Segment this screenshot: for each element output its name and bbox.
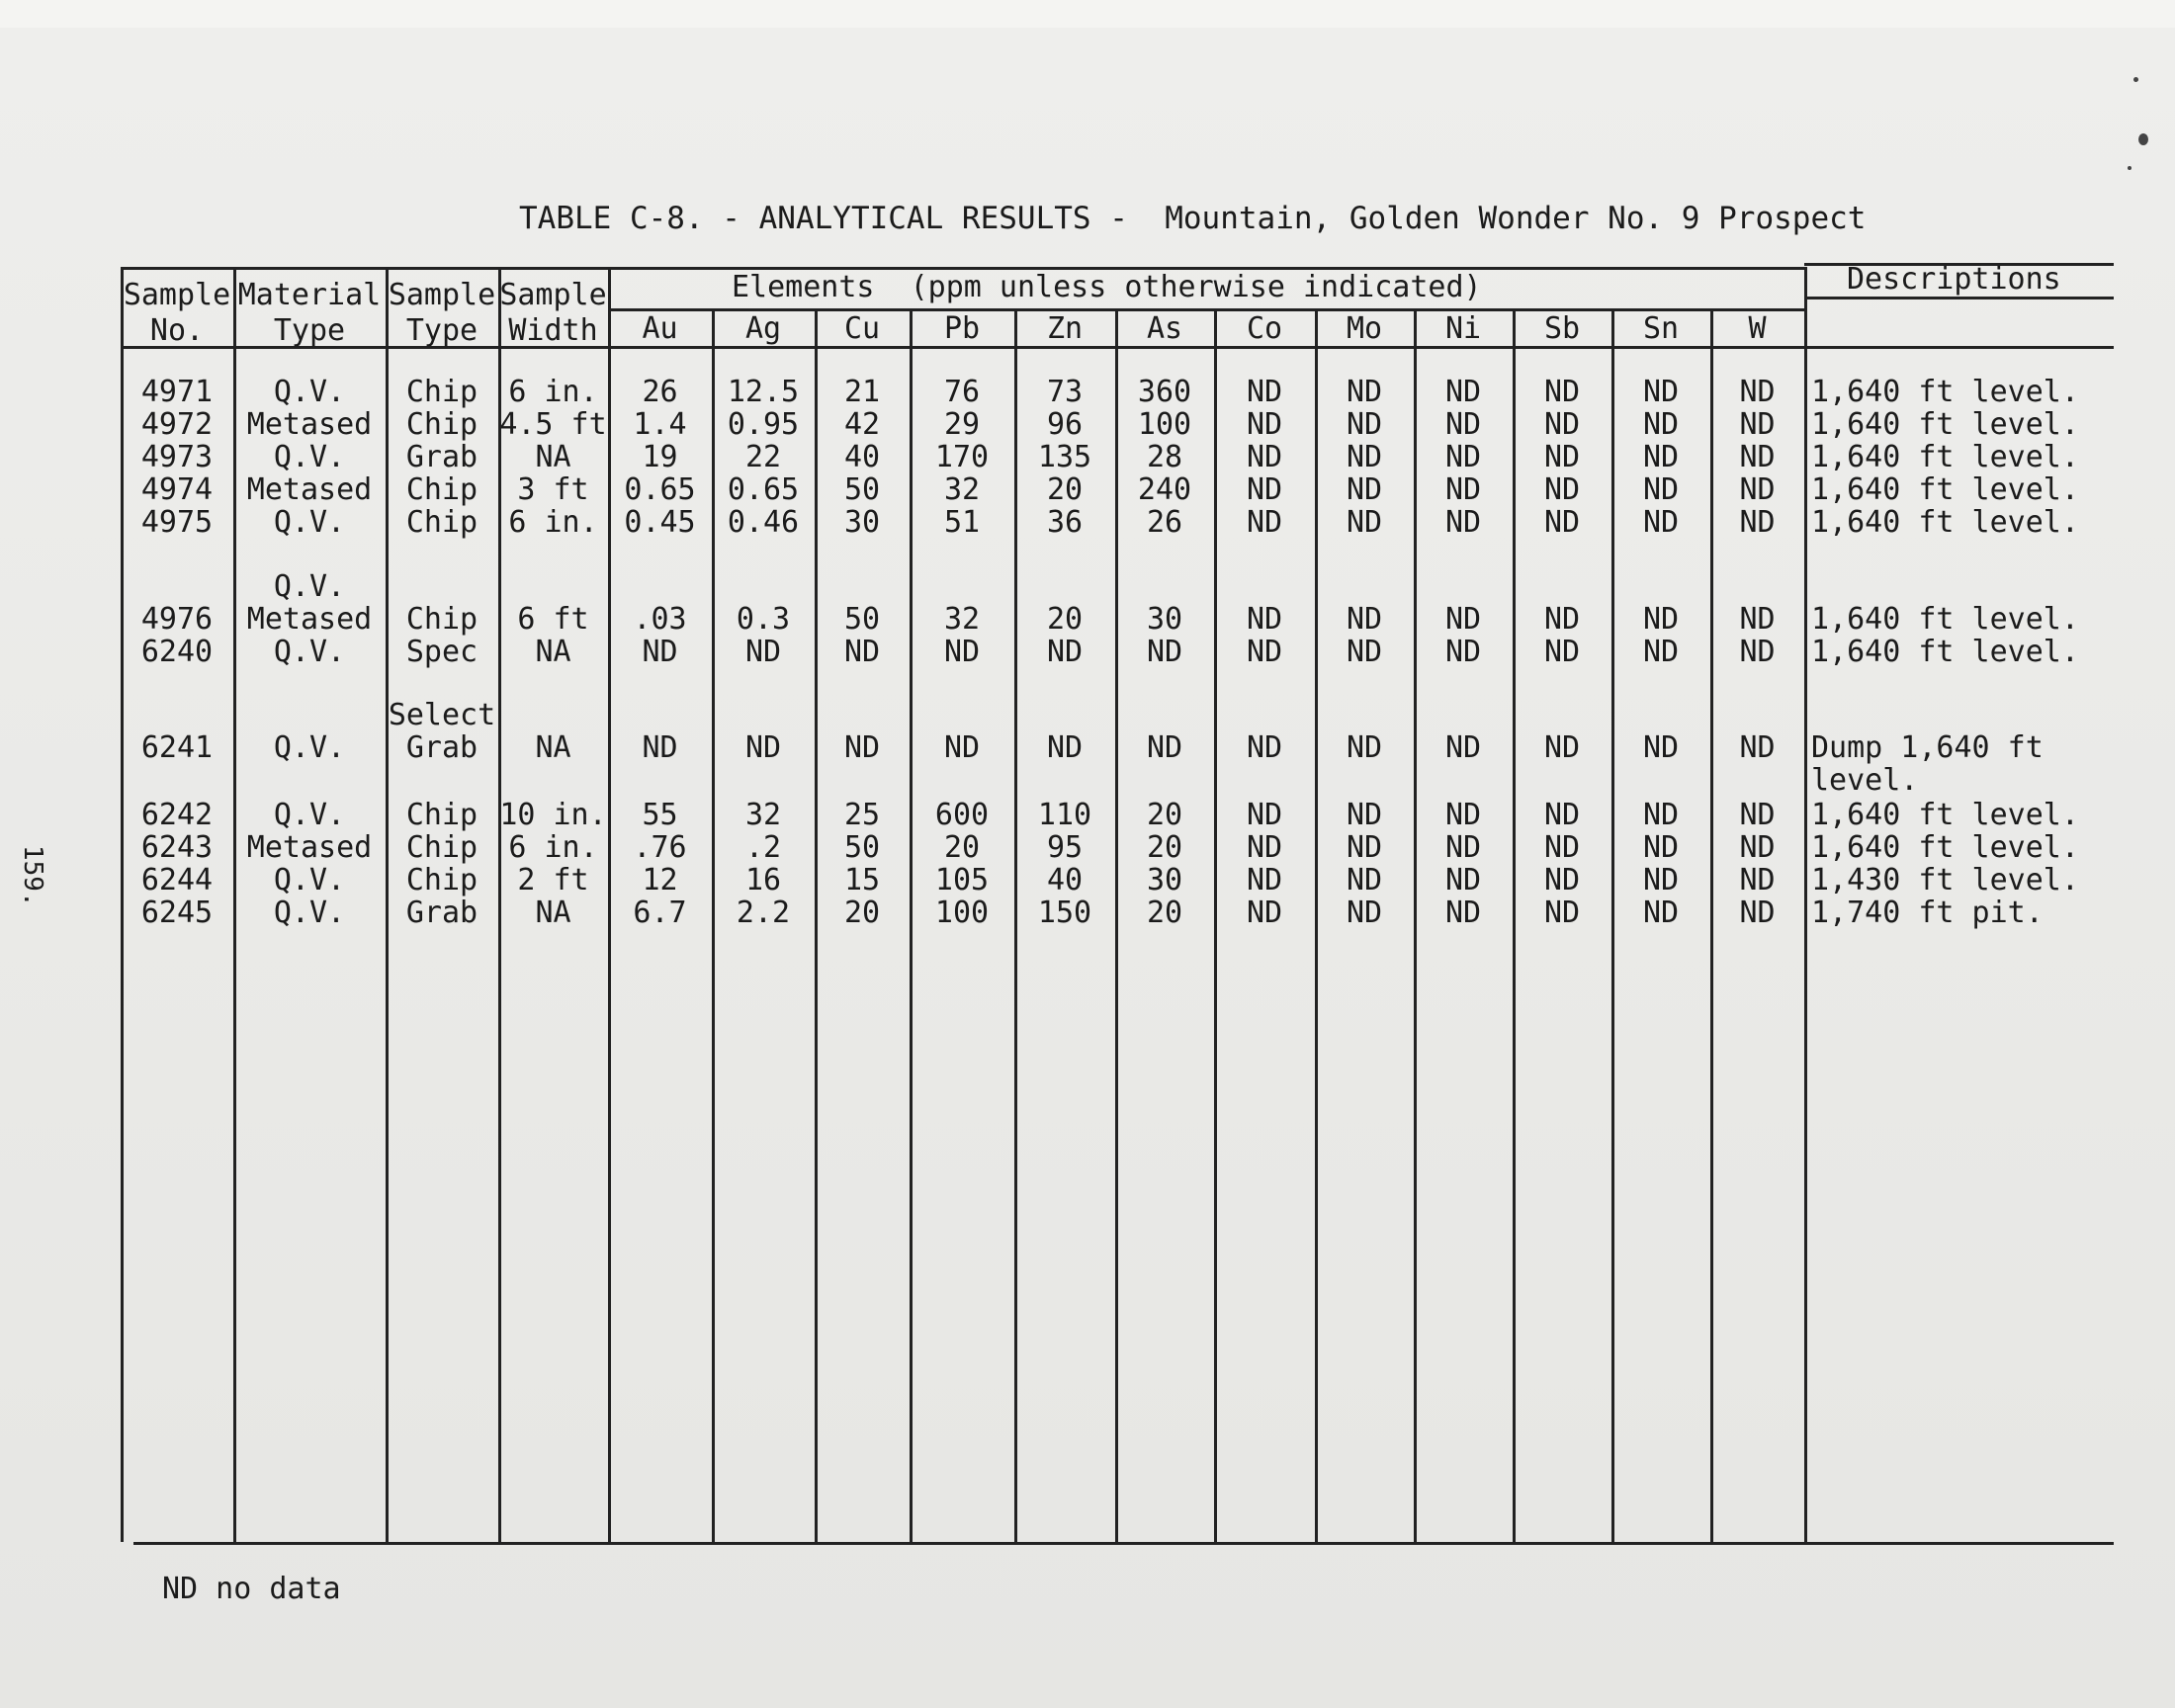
element-value-pb: 76 bbox=[943, 375, 981, 409]
element-value-w: ND bbox=[1739, 505, 1776, 540]
header-material-type: Material bbox=[237, 278, 382, 312]
element-value-sb: ND bbox=[1543, 863, 1581, 897]
material-type: Metased bbox=[246, 407, 373, 442]
elements-caption-rule bbox=[608, 308, 1804, 311]
sample-no: 4975 bbox=[140, 505, 214, 540]
element-value-au: 19 bbox=[642, 440, 678, 474]
element-value-ni: ND bbox=[1444, 863, 1482, 897]
description: 1,740 ft pit. bbox=[1811, 896, 2044, 930]
element-value-ni: ND bbox=[1444, 440, 1482, 474]
header-sample-type: Sample bbox=[388, 278, 496, 312]
element-value-au: .76 bbox=[633, 830, 687, 865]
element-value-w: ND bbox=[1739, 635, 1776, 669]
element-value-ag: 16 bbox=[744, 863, 782, 897]
element-value-sn: ND bbox=[1642, 602, 1680, 637]
element-value-w: ND bbox=[1739, 472, 1776, 507]
material-type: Metased bbox=[246, 472, 373, 507]
element-value-as: 20 bbox=[1146, 798, 1183, 832]
sample-no: 6241 bbox=[140, 730, 214, 765]
material-type: Q.V. bbox=[273, 505, 346, 540]
element-value-cu: ND bbox=[843, 635, 881, 669]
element-value-ni: ND bbox=[1444, 798, 1482, 832]
element-value-ni: ND bbox=[1444, 505, 1482, 540]
header-descriptions: Descriptions bbox=[1847, 262, 2061, 297]
element-value-ag: 0.95 bbox=[727, 407, 800, 442]
sample-type: Grab bbox=[405, 896, 478, 930]
description: 1,640 ft level. bbox=[1811, 830, 2079, 865]
element-value-au: 6.7 bbox=[633, 896, 687, 930]
element-value-ag: .2 bbox=[744, 830, 782, 865]
sample-no: 6244 bbox=[140, 863, 214, 897]
material-type: Q.V. bbox=[273, 375, 346, 409]
element-value-mo: ND bbox=[1346, 635, 1383, 669]
sample-type: Spec bbox=[405, 635, 478, 669]
element-value-pb: 32 bbox=[943, 472, 981, 507]
element-value-co: ND bbox=[1246, 896, 1283, 930]
header-element-sn: Sn bbox=[1642, 311, 1680, 346]
element-value-ag: ND bbox=[744, 730, 782, 765]
element-value-ni: ND bbox=[1444, 730, 1482, 765]
description: Dump 1,640 ft bbox=[1811, 730, 2044, 765]
element-value-as: 28 bbox=[1146, 440, 1183, 474]
sample-no: 4973 bbox=[140, 440, 214, 474]
element-value-co: ND bbox=[1246, 798, 1283, 832]
element-value-sn: ND bbox=[1642, 505, 1680, 540]
element-value-zn: 40 bbox=[1046, 863, 1084, 897]
sample-type: Chip bbox=[405, 505, 478, 540]
element-value-as: ND bbox=[1146, 730, 1183, 765]
element-value-sn: ND bbox=[1642, 896, 1680, 930]
sample-no: 6245 bbox=[140, 896, 214, 930]
header-element-zn: Zn bbox=[1046, 311, 1084, 346]
element-value-zn: 95 bbox=[1046, 830, 1084, 865]
element-value-au: ND bbox=[642, 635, 678, 669]
element-value-w: ND bbox=[1739, 440, 1776, 474]
scan-speck bbox=[2133, 77, 2138, 82]
sample-no: 6243 bbox=[140, 830, 214, 865]
element-value-as: 30 bbox=[1146, 863, 1183, 897]
element-value-sn: ND bbox=[1642, 440, 1680, 474]
sample-type: Grab bbox=[405, 730, 478, 765]
element-value-sn: ND bbox=[1642, 407, 1680, 442]
sample-width: 6 ft bbox=[517, 602, 589, 637]
header-element-w: W bbox=[1748, 311, 1767, 346]
element-value-mo: ND bbox=[1346, 730, 1383, 765]
element-value-sb: ND bbox=[1543, 798, 1581, 832]
page-number: 159. bbox=[18, 845, 47, 907]
element-value-au: ND bbox=[642, 730, 678, 765]
description: 1,640 ft level. bbox=[1811, 635, 2079, 669]
element-value-sb: ND bbox=[1543, 505, 1581, 540]
table-title: TABLE C-8. - ANALYTICAL RESULTS - Mountain, Golden Wonder No. 9 Prospect bbox=[519, 201, 1867, 236]
material-type: Q.V. bbox=[273, 863, 346, 897]
element-value-pb: ND bbox=[943, 635, 981, 669]
element-value-ag: 2.2 bbox=[736, 896, 791, 930]
header-elements-caption: Elements (ppm unless otherwise indicated) bbox=[732, 270, 1482, 304]
sample-type: Grab bbox=[405, 440, 478, 474]
element-value-zn: ND bbox=[1046, 730, 1084, 765]
element-value-as: 20 bbox=[1146, 830, 1183, 865]
element-value-co: ND bbox=[1246, 863, 1283, 897]
element-value-mo: ND bbox=[1346, 830, 1383, 865]
element-value-ni: ND bbox=[1444, 407, 1482, 442]
description: 1,640 ft level. bbox=[1811, 798, 2079, 832]
element-value-as: 26 bbox=[1146, 505, 1183, 540]
element-value-co: ND bbox=[1246, 407, 1283, 442]
element-value-w: ND bbox=[1739, 407, 1776, 442]
header-element-as: As bbox=[1146, 311, 1183, 346]
element-value-mo: ND bbox=[1346, 896, 1383, 930]
element-value-au: 1.4 bbox=[633, 407, 687, 442]
element-value-sb: ND bbox=[1543, 375, 1581, 409]
element-value-cu: 25 bbox=[843, 798, 881, 832]
element-value-mo: ND bbox=[1346, 472, 1383, 507]
element-value-co: ND bbox=[1246, 505, 1283, 540]
description: 1,640 ft level. bbox=[1811, 407, 2079, 442]
sample-type: Chip bbox=[405, 407, 478, 442]
sample-no: 6242 bbox=[140, 798, 214, 832]
element-value-pb: 105 bbox=[934, 863, 990, 897]
description: 1,640 ft level. bbox=[1811, 602, 2079, 637]
table-bottom-rule bbox=[133, 1542, 2114, 1545]
element-value-ni: ND bbox=[1444, 635, 1482, 669]
sample-width: NA bbox=[535, 635, 571, 669]
element-value-ag: 22 bbox=[744, 440, 782, 474]
sample-type: Chip bbox=[405, 830, 478, 865]
sample-no: 4972 bbox=[140, 407, 214, 442]
header-material-type: Type bbox=[273, 313, 346, 348]
element-value-as: ND bbox=[1146, 635, 1183, 669]
sample-no: 4971 bbox=[140, 375, 214, 409]
sample-width: NA bbox=[535, 440, 571, 474]
sample-type: Chip bbox=[405, 472, 478, 507]
element-value-w: ND bbox=[1739, 863, 1776, 897]
sample-width: 10 in. bbox=[499, 798, 607, 832]
element-value-ni: ND bbox=[1444, 602, 1482, 637]
header-element-ni: Ni bbox=[1444, 311, 1482, 346]
element-value-sb: ND bbox=[1543, 472, 1581, 507]
element-value-w: ND bbox=[1739, 602, 1776, 637]
element-value-mo: ND bbox=[1346, 440, 1383, 474]
element-value-ag: 0.46 bbox=[727, 505, 800, 540]
element-value-mo: ND bbox=[1346, 602, 1383, 637]
element-value-w: ND bbox=[1739, 730, 1776, 765]
element-value-w: ND bbox=[1739, 830, 1776, 865]
material-type: Q.V. bbox=[273, 635, 346, 669]
material-type: Q.V. bbox=[273, 896, 346, 930]
description: 1,640 ft level. bbox=[1811, 440, 2079, 474]
element-value-co: ND bbox=[1246, 635, 1283, 669]
scan-speck bbox=[2138, 133, 2148, 145]
element-value-sn: ND bbox=[1642, 863, 1680, 897]
element-value-co: ND bbox=[1246, 440, 1283, 474]
header-sample-no: Sample bbox=[123, 278, 231, 312]
element-value-w: ND bbox=[1739, 375, 1776, 409]
sample-type: Chip bbox=[405, 375, 478, 409]
sample-type: Chip bbox=[405, 863, 478, 897]
material-type: Q.V. bbox=[273, 730, 346, 765]
element-value-cu: 50 bbox=[843, 830, 881, 865]
element-value-sb: ND bbox=[1543, 635, 1581, 669]
sample-type: Chip bbox=[405, 798, 478, 832]
element-value-sb: ND bbox=[1543, 830, 1581, 865]
element-value-mo: ND bbox=[1346, 505, 1383, 540]
element-value-cu: 50 bbox=[843, 472, 881, 507]
element-value-sb: ND bbox=[1543, 407, 1581, 442]
header-element-au: Au bbox=[642, 311, 678, 346]
element-value-zn: 36 bbox=[1046, 505, 1084, 540]
header-element-cu: Cu bbox=[843, 311, 881, 346]
element-value-pb: 29 bbox=[943, 407, 981, 442]
element-value-cu: 40 bbox=[843, 440, 881, 474]
element-value-ag: ND bbox=[744, 635, 782, 669]
element-value-as: 30 bbox=[1146, 602, 1183, 637]
sample-width: 6 in. bbox=[508, 375, 598, 409]
element-value-ag: 32 bbox=[744, 798, 782, 832]
header-element-co: Co bbox=[1246, 311, 1283, 346]
sample-no: 6240 bbox=[140, 635, 214, 669]
description: 1,640 ft level. bbox=[1811, 505, 2079, 540]
element-value-pb: 100 bbox=[934, 896, 990, 930]
element-value-au: 0.65 bbox=[624, 472, 696, 507]
element-value-cu: 42 bbox=[843, 407, 881, 442]
element-value-pb: 600 bbox=[934, 798, 990, 832]
sample-type: Select bbox=[388, 698, 496, 732]
element-value-mo: ND bbox=[1346, 863, 1383, 897]
material-type: Metased bbox=[246, 830, 373, 865]
element-value-au: .03 bbox=[633, 602, 687, 637]
element-value-co: ND bbox=[1246, 375, 1283, 409]
header-sample-no: No. bbox=[149, 313, 205, 348]
sample-type: Chip bbox=[405, 602, 478, 637]
element-value-sn: ND bbox=[1642, 635, 1680, 669]
sample-no: 4974 bbox=[140, 472, 214, 507]
element-value-mo: ND bbox=[1346, 798, 1383, 832]
sample-no: 4976 bbox=[140, 602, 214, 637]
element-value-w: ND bbox=[1739, 798, 1776, 832]
description: level. bbox=[1811, 763, 1919, 798]
header-sample-type: Type bbox=[405, 313, 478, 348]
header-sample-width: Width bbox=[508, 313, 598, 348]
header-sample-width: Sample bbox=[499, 278, 607, 312]
element-value-au: 0.45 bbox=[624, 505, 696, 540]
element-value-cu: 50 bbox=[843, 602, 881, 637]
element-value-ni: ND bbox=[1444, 830, 1482, 865]
element-value-sn: ND bbox=[1642, 830, 1680, 865]
element-value-ni: ND bbox=[1444, 896, 1482, 930]
element-value-sn: ND bbox=[1642, 375, 1680, 409]
sample-width: NA bbox=[535, 730, 571, 765]
descriptions-mid-rule bbox=[1804, 297, 2114, 299]
element-value-au: 55 bbox=[642, 798, 678, 832]
element-value-zn: 96 bbox=[1046, 407, 1084, 442]
element-value-sn: ND bbox=[1642, 472, 1680, 507]
sample-width: NA bbox=[535, 896, 571, 930]
element-value-sn: ND bbox=[1642, 730, 1680, 765]
element-value-cu: ND bbox=[843, 730, 881, 765]
element-value-as: 360 bbox=[1137, 375, 1192, 409]
header-element-mo: Mo bbox=[1346, 311, 1383, 346]
description: 1,640 ft level. bbox=[1811, 375, 2079, 409]
element-value-sn: ND bbox=[1642, 798, 1680, 832]
element-value-as: 100 bbox=[1137, 407, 1192, 442]
element-value-pb: 170 bbox=[934, 440, 990, 474]
description: 1,640 ft level. bbox=[1811, 472, 2079, 507]
element-value-pb: 32 bbox=[943, 602, 981, 637]
element-value-cu: 15 bbox=[843, 863, 881, 897]
element-value-co: ND bbox=[1246, 730, 1283, 765]
header-element-ag: Ag bbox=[744, 311, 782, 346]
element-value-pb: ND bbox=[943, 730, 981, 765]
element-value-ag: 12.5 bbox=[727, 375, 800, 409]
element-value-au: 12 bbox=[642, 863, 678, 897]
sample-width: 4.5 ft bbox=[499, 407, 607, 442]
element-value-sb: ND bbox=[1543, 730, 1581, 765]
element-value-sb: ND bbox=[1543, 602, 1581, 637]
sample-width: 2 ft bbox=[517, 863, 589, 897]
material-type: Metased bbox=[246, 602, 373, 637]
element-value-cu: 30 bbox=[843, 505, 881, 540]
material-type: Q.V. bbox=[273, 569, 346, 604]
sample-width: 6 in. bbox=[508, 830, 598, 865]
element-value-co: ND bbox=[1246, 602, 1283, 637]
element-value-cu: 20 bbox=[843, 896, 881, 930]
material-type: Q.V. bbox=[273, 440, 346, 474]
scan-speck bbox=[2128, 166, 2132, 170]
element-value-mo: ND bbox=[1346, 375, 1383, 409]
element-value-sb: ND bbox=[1543, 440, 1581, 474]
element-value-zn: 20 bbox=[1046, 472, 1084, 507]
sample-width: 3 ft bbox=[517, 472, 589, 507]
element-value-au: 26 bbox=[642, 375, 678, 409]
element-value-ni: ND bbox=[1444, 472, 1482, 507]
element-value-as: 20 bbox=[1146, 896, 1183, 930]
element-value-zn: 150 bbox=[1037, 896, 1092, 930]
element-value-cu: 21 bbox=[843, 375, 881, 409]
description: 1,430 ft level. bbox=[1811, 863, 2079, 897]
element-value-pb: 51 bbox=[943, 505, 981, 540]
element-value-zn: 135 bbox=[1037, 440, 1092, 474]
element-value-ag: 0.65 bbox=[727, 472, 800, 507]
sample-width: 6 in. bbox=[508, 505, 598, 540]
header-element-sb: Sb bbox=[1543, 311, 1581, 346]
element-value-co: ND bbox=[1246, 472, 1283, 507]
element-value-mo: ND bbox=[1346, 407, 1383, 442]
element-value-as: 240 bbox=[1137, 472, 1192, 507]
header-element-pb: Pb bbox=[943, 311, 981, 346]
footnote: ND no data bbox=[162, 1572, 341, 1606]
element-value-ni: ND bbox=[1444, 375, 1482, 409]
element-value-zn: ND bbox=[1046, 635, 1084, 669]
element-value-co: ND bbox=[1246, 830, 1283, 865]
element-value-pb: 20 bbox=[943, 830, 981, 865]
element-value-ag: 0.3 bbox=[736, 602, 791, 637]
element-value-zn: 20 bbox=[1046, 602, 1084, 637]
element-value-sb: ND bbox=[1543, 896, 1581, 930]
element-value-zn: 110 bbox=[1037, 798, 1092, 832]
element-value-zn: 73 bbox=[1046, 375, 1084, 409]
element-value-w: ND bbox=[1739, 896, 1776, 930]
material-type: Q.V. bbox=[273, 798, 346, 832]
